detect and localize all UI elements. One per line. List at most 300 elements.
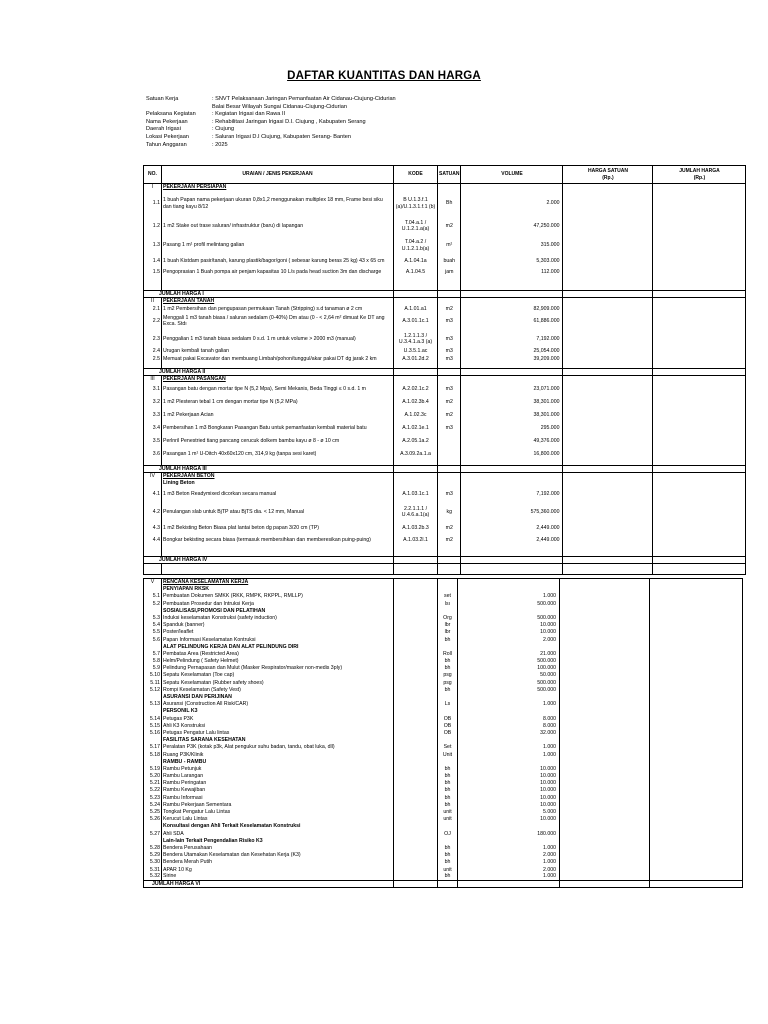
section-row xyxy=(144,837,743,844)
item-unit: OB xyxy=(438,715,458,722)
item-volume: 2,449.000 xyxy=(461,535,563,546)
item-unit-price xyxy=(560,715,650,722)
subsection-title: FASILITAS SARANA KESEHATAN xyxy=(162,737,394,744)
item-volume: 25,054.000 xyxy=(461,348,563,355)
item-description: Pembersihan 1 m3 Bongkaran Pasangan Batu untuk pemanfaatan kembali material batu xyxy=(162,422,394,435)
item-unit-price xyxy=(560,816,650,823)
table-row xyxy=(144,801,743,808)
item-unit: unit xyxy=(438,866,458,873)
item-description: Pembatas Area (Restricted Area) xyxy=(162,650,394,657)
item-unit: bh xyxy=(438,852,458,859)
empty-cell xyxy=(560,737,650,744)
item-number: 5.26 xyxy=(144,816,162,823)
empty-cell xyxy=(394,880,438,887)
item-description: Urugan kembali tanah galian xyxy=(162,348,394,355)
empty-cell xyxy=(438,823,458,830)
empty-cell xyxy=(394,694,438,701)
empty-cell xyxy=(650,880,743,887)
empty-cell xyxy=(438,837,458,844)
table-row xyxy=(144,355,746,363)
info-label: Daerah Irigasi xyxy=(146,126,181,133)
item-code: T.04.a.1 / U.1.2.1.a(a) xyxy=(394,217,438,236)
item-code: A.2.05.1a.2 xyxy=(394,435,438,448)
empty-cell xyxy=(144,607,162,614)
item-code xyxy=(394,830,438,837)
empty-cell xyxy=(653,369,746,376)
item-code xyxy=(394,650,438,657)
item-code: A.1.02.3c xyxy=(394,409,438,422)
item-unit-price xyxy=(563,396,653,409)
item-unit-price xyxy=(560,665,650,672)
table-row xyxy=(144,794,743,801)
item-unit-price xyxy=(560,658,650,665)
item-code xyxy=(394,629,438,636)
item-volume: 500.000 xyxy=(458,658,560,665)
table-row xyxy=(144,622,743,629)
empty-cell xyxy=(394,546,438,557)
table-row xyxy=(144,313,746,330)
section-title: PEKERJAAN PERSIAPAN xyxy=(162,184,394,191)
item-unit-price xyxy=(560,809,650,816)
empty-cell xyxy=(438,557,461,564)
empty-cell xyxy=(458,586,560,593)
item-unit: m3 xyxy=(438,422,461,435)
item-unit: m3 xyxy=(438,313,461,330)
info-row xyxy=(146,119,396,127)
item-total-price xyxy=(653,330,746,348)
empty-cell xyxy=(560,586,650,593)
empty-cell xyxy=(458,837,560,844)
table-row xyxy=(144,866,743,873)
empty-cell xyxy=(394,369,438,376)
item-unit: bh xyxy=(438,801,458,808)
empty-cell xyxy=(560,837,650,844)
empty-cell xyxy=(438,184,461,191)
empty-cell xyxy=(461,291,563,298)
item-unit-price xyxy=(560,830,650,837)
table-row xyxy=(144,844,743,851)
item-description: Sepatu Keselamatan (Rubber safety shoes) xyxy=(162,679,394,686)
item-volume: 2.000 xyxy=(458,866,560,873)
item-unit: Org xyxy=(438,614,458,621)
empty-cell xyxy=(394,278,438,291)
item-volume: 38,301.000 xyxy=(461,409,563,422)
subsection-title: ASURANSI DAN PERIJINAN xyxy=(162,694,394,701)
empty-cell xyxy=(458,758,560,765)
table-row xyxy=(144,773,743,780)
item-unit: m2 xyxy=(438,409,461,422)
empty-cell xyxy=(461,480,563,487)
item-unit-price xyxy=(563,422,653,435)
section-row xyxy=(144,579,743,586)
item-unit: OB xyxy=(438,722,458,729)
empty-cell xyxy=(563,473,653,480)
table-row xyxy=(144,701,743,708)
item-description: Rambu Informasi xyxy=(162,794,394,801)
empty-cell xyxy=(563,564,653,575)
item-total-price xyxy=(653,383,746,396)
section-row xyxy=(144,184,746,191)
table-row xyxy=(144,859,743,866)
item-code xyxy=(394,672,438,679)
item-volume: 500.000 xyxy=(458,679,560,686)
item-unit: Roll xyxy=(438,650,458,657)
item-unit-price xyxy=(560,622,650,629)
item-unit: kg xyxy=(438,502,461,522)
item-total-price xyxy=(650,614,743,621)
empty-cell xyxy=(394,823,438,830)
item-number: 2.5 xyxy=(144,355,162,363)
item-unit-price xyxy=(563,348,653,355)
item-unit: bh xyxy=(438,665,458,672)
item-total-price xyxy=(650,729,743,736)
item-description: Pelindung Pernapasan dan Mulut (Masker Respirator/masker non-medis 3ply) xyxy=(162,665,394,672)
empty-cell xyxy=(438,546,461,557)
info-row xyxy=(146,126,396,134)
item-number: 5.7 xyxy=(144,650,162,657)
table-row xyxy=(144,809,743,816)
item-description: Rambu Peringatan xyxy=(162,780,394,787)
item-unit-price xyxy=(563,435,653,448)
table-row xyxy=(144,305,746,313)
empty-cell xyxy=(394,480,438,487)
item-total-price xyxy=(650,873,743,880)
empty-cell xyxy=(563,278,653,291)
section-number: IV xyxy=(144,473,162,480)
table-row xyxy=(144,614,743,621)
info-value: : 2025 xyxy=(212,141,228,148)
empty-cell xyxy=(560,694,650,701)
empty-cell xyxy=(653,564,746,575)
empty-cell xyxy=(458,579,560,586)
table-row xyxy=(144,816,743,823)
item-number: 5.8 xyxy=(144,658,162,665)
empty-cell xyxy=(144,694,162,701)
item-number: 2.4 xyxy=(144,348,162,355)
section-row xyxy=(144,643,743,650)
item-total-price xyxy=(650,866,743,873)
section-row xyxy=(144,473,746,480)
item-unit: bh xyxy=(438,686,458,693)
item-unit-price xyxy=(560,629,650,636)
item-number: 5.15 xyxy=(144,722,162,729)
table-row xyxy=(144,650,743,657)
empty-cell xyxy=(653,376,746,383)
info-value: : Ciujung xyxy=(212,126,235,133)
item-unit: bh xyxy=(438,844,458,851)
empty-cell xyxy=(560,708,650,715)
item-total-price xyxy=(650,715,743,722)
item-unit-price xyxy=(563,522,653,535)
item-code xyxy=(394,780,438,787)
item-unit-price xyxy=(560,729,650,736)
subtotal-label: JUMLAH HARGA I xyxy=(144,291,394,298)
item-volume: 32.000 xyxy=(458,729,560,736)
item-number: 1.1 xyxy=(144,191,162,217)
item-number: 4.4 xyxy=(144,535,162,546)
item-number: 5.18 xyxy=(144,751,162,758)
item-number: 5.29 xyxy=(144,852,162,859)
item-total-price xyxy=(653,305,746,313)
table-row xyxy=(144,636,743,643)
item-code xyxy=(394,765,438,772)
item-unit-price xyxy=(560,636,650,643)
item-total-price xyxy=(650,859,743,866)
table-row xyxy=(144,502,746,522)
item-unit: bh xyxy=(438,794,458,801)
item-total-price xyxy=(650,600,743,607)
item-unit: Ls xyxy=(438,701,458,708)
item-number: 1.2 xyxy=(144,217,162,236)
item-unit: unit xyxy=(438,816,458,823)
info-label: Tahun Anggaran xyxy=(146,141,187,148)
section-number: I xyxy=(144,184,162,191)
item-total-price xyxy=(650,665,743,672)
item-volume: 2.000 xyxy=(458,636,560,643)
item-code xyxy=(394,801,438,808)
item-volume: 500.000 xyxy=(458,614,560,621)
table-row xyxy=(144,267,746,278)
info-label: Satuan Kerja xyxy=(146,96,179,102)
item-unit-price xyxy=(560,650,650,657)
item-description: Perlnril Penestried tiang pancang cerucuk dolkem bambu kayu ø 8 - ø 10 cm xyxy=(162,435,394,448)
item-description: Peralatan P3K (kotak p3k, Alat pengukur suhu badan, tandu, obat luka, dll) xyxy=(162,744,394,751)
spacer-row xyxy=(144,546,746,557)
empty-cell xyxy=(560,823,650,830)
item-volume: 500.000 xyxy=(458,600,560,607)
empty-cell xyxy=(394,758,438,765)
item-description: Pengoprasian 1 Buah pompa air penjam kapasitas 10 L/s pada head suction 3m dan discharge xyxy=(162,267,394,278)
empty-cell xyxy=(394,586,438,593)
item-unit-price xyxy=(560,773,650,780)
subsection-title: RAMBU - RAMBU xyxy=(162,758,394,765)
item-number: 5.22 xyxy=(144,787,162,794)
item-unit: lbr xyxy=(438,629,458,636)
empty-cell xyxy=(394,557,438,564)
item-total-price xyxy=(650,744,743,751)
item-volume: 575,360.000 xyxy=(461,502,563,522)
item-unit: m2 xyxy=(438,305,461,313)
info-value: : Kegiatan Irigasi dan Rawa II xyxy=(212,111,286,118)
item-volume: 10.000 xyxy=(458,794,560,801)
item-description: Penulangan slab untuk BjTP atau BjTS dia. < 12 mm, Manual xyxy=(162,502,394,522)
item-code: A.1.03.1c.1 xyxy=(394,487,438,502)
empty-cell xyxy=(458,880,560,887)
info-row xyxy=(146,111,396,119)
item-code xyxy=(394,859,438,866)
item-volume: 1.000 xyxy=(458,751,560,758)
table-row xyxy=(144,629,743,636)
item-number: 5.13 xyxy=(144,701,162,708)
item-volume: 39,209.000 xyxy=(461,355,563,363)
item-description: Rambu Pekerjaan Sementara xyxy=(162,801,394,808)
item-unit-price xyxy=(563,487,653,502)
item-number: 4.1 xyxy=(144,487,162,502)
item-total-price xyxy=(650,794,743,801)
item-volume: 2.000 xyxy=(458,852,560,859)
item-volume: 23,071.000 xyxy=(461,383,563,396)
empty-cell xyxy=(394,473,438,480)
empty-cell xyxy=(650,607,743,614)
subsection-title: Konsultasi dengan Ahli Terkait Keselamatan Konstruksi xyxy=(162,823,394,830)
empty-cell xyxy=(438,369,461,376)
empty-cell xyxy=(458,643,560,650)
item-total-price xyxy=(650,622,743,629)
item-number: 3.5 xyxy=(144,435,162,448)
item-unit: bh xyxy=(438,765,458,772)
item-unit-price xyxy=(563,383,653,396)
empty-cell xyxy=(144,643,162,650)
item-volume: 1.000 xyxy=(458,701,560,708)
item-total-price xyxy=(650,780,743,787)
item-unit: m2 xyxy=(438,217,461,236)
quantity-table-k3 xyxy=(143,578,743,888)
item-number: 3.2 xyxy=(144,396,162,409)
item-code xyxy=(394,809,438,816)
item-code xyxy=(394,787,438,794)
empty-cell xyxy=(461,298,563,305)
item-volume: 10.000 xyxy=(458,629,560,636)
item-total-price xyxy=(653,256,746,267)
empty-cell xyxy=(650,708,743,715)
subtotal-row xyxy=(144,557,746,564)
item-unit: bh xyxy=(438,780,458,787)
section-row xyxy=(144,480,746,487)
item-volume: 10.000 xyxy=(458,773,560,780)
item-unit: Unit xyxy=(438,751,458,758)
header-jumlah-harga: JUMLAH HARGA (Rp.) xyxy=(653,166,746,184)
subsection-title: PERSONIL K3 xyxy=(162,708,394,715)
item-unit: m3 xyxy=(438,383,461,396)
item-number: 5.21 xyxy=(144,780,162,787)
table-row xyxy=(144,600,743,607)
item-number: 5.9 xyxy=(144,665,162,672)
item-total-price xyxy=(650,679,743,686)
item-total-price xyxy=(650,852,743,859)
empty-cell xyxy=(394,376,438,383)
item-total-price xyxy=(653,522,746,535)
item-unit-price xyxy=(563,448,653,461)
empty-cell xyxy=(438,278,461,291)
empty-cell xyxy=(438,758,458,765)
empty-cell xyxy=(162,278,394,291)
item-total-price xyxy=(650,658,743,665)
item-unit: m2 xyxy=(438,396,461,409)
item-code xyxy=(394,636,438,643)
item-code: A.1.03.2b.3 xyxy=(394,522,438,535)
item-unit-price xyxy=(560,801,650,808)
item-number: 3.1 xyxy=(144,383,162,396)
section-number: II xyxy=(144,298,162,305)
table-row xyxy=(144,744,743,751)
subtotal-label: JUMLAH HARGA III xyxy=(144,466,394,473)
table-row xyxy=(144,236,746,256)
item-code: 1.2.1.1.3 / U.3.4.1.a.3 (a) xyxy=(394,330,438,348)
empty-cell xyxy=(438,737,458,744)
empty-cell xyxy=(653,557,746,564)
table-row xyxy=(144,593,743,600)
item-volume: 8.000 xyxy=(458,722,560,729)
empty-cell xyxy=(563,376,653,383)
empty-cell xyxy=(653,298,746,305)
item-volume: 1.000 xyxy=(458,844,560,851)
empty-cell xyxy=(394,579,438,586)
item-unit: Set xyxy=(438,744,458,751)
item-code: A.3.01.2d.2 xyxy=(394,355,438,363)
table-row xyxy=(144,409,746,422)
empty-cell xyxy=(394,184,438,191)
item-unit: m3 xyxy=(438,487,461,502)
item-volume: 50.000 xyxy=(458,672,560,679)
item-total-price xyxy=(653,535,746,546)
item-unit-price xyxy=(560,780,650,787)
item-unit: m2 xyxy=(438,535,461,546)
empty-cell xyxy=(144,586,162,593)
item-description: Petugas Pengatur Lalu lintas xyxy=(162,729,394,736)
item-description: Penggalian 1 m3 tanah biasa sedalam 0 s.d. 1 m untuk volume > 2000 m3 (manual) xyxy=(162,330,394,348)
item-number: 1.5 xyxy=(144,267,162,278)
item-code xyxy=(394,816,438,823)
item-total-price xyxy=(650,650,743,657)
empty-cell xyxy=(563,480,653,487)
empty-cell xyxy=(461,184,563,191)
item-unit-price xyxy=(563,313,653,330)
empty-cell xyxy=(461,473,563,480)
item-total-price xyxy=(650,636,743,643)
empty-cell xyxy=(162,546,394,557)
table-row xyxy=(144,729,743,736)
item-code: A.1.03.2l.1 xyxy=(394,535,438,546)
subsection-title: ALAT PELINDUNG KERJA DAN ALAT PELINDUNG DIRI xyxy=(162,643,394,650)
item-total-price xyxy=(650,816,743,823)
empty-cell xyxy=(458,694,560,701)
item-unit: m3 xyxy=(438,330,461,348)
item-number: 5.16 xyxy=(144,729,162,736)
item-total-price xyxy=(653,313,746,330)
item-unit-price xyxy=(560,679,650,686)
empty-cell xyxy=(144,278,162,291)
item-unit-price xyxy=(560,794,650,801)
empty-cell xyxy=(653,278,746,291)
item-unit-price xyxy=(560,844,650,851)
item-volume: 82,909.000 xyxy=(461,305,563,313)
empty-cell xyxy=(438,708,458,715)
item-number: 5.3 xyxy=(144,614,162,621)
table-row xyxy=(144,348,746,355)
item-description: Sepatu Keselamatan (Toe cap) xyxy=(162,672,394,679)
empty-cell xyxy=(563,369,653,376)
empty-cell xyxy=(650,586,743,593)
empty-cell xyxy=(438,579,458,586)
item-volume: 10.000 xyxy=(458,787,560,794)
item-total-price xyxy=(650,844,743,851)
item-code xyxy=(394,852,438,859)
project-info xyxy=(146,96,396,149)
item-code xyxy=(394,701,438,708)
empty-cell xyxy=(563,546,653,557)
table-row xyxy=(144,780,743,787)
item-unit-price xyxy=(563,267,653,278)
subtotal-label: JUMLAH HARGA IV xyxy=(144,557,394,564)
item-code xyxy=(394,715,438,722)
item-code: A.1.02.1e.1 xyxy=(394,422,438,435)
item-unit: buah xyxy=(438,256,461,267)
empty-cell xyxy=(394,298,438,305)
item-number: 5.5 xyxy=(144,629,162,636)
item-unit: unit xyxy=(438,809,458,816)
item-code xyxy=(394,622,438,629)
item-total-price xyxy=(650,801,743,808)
